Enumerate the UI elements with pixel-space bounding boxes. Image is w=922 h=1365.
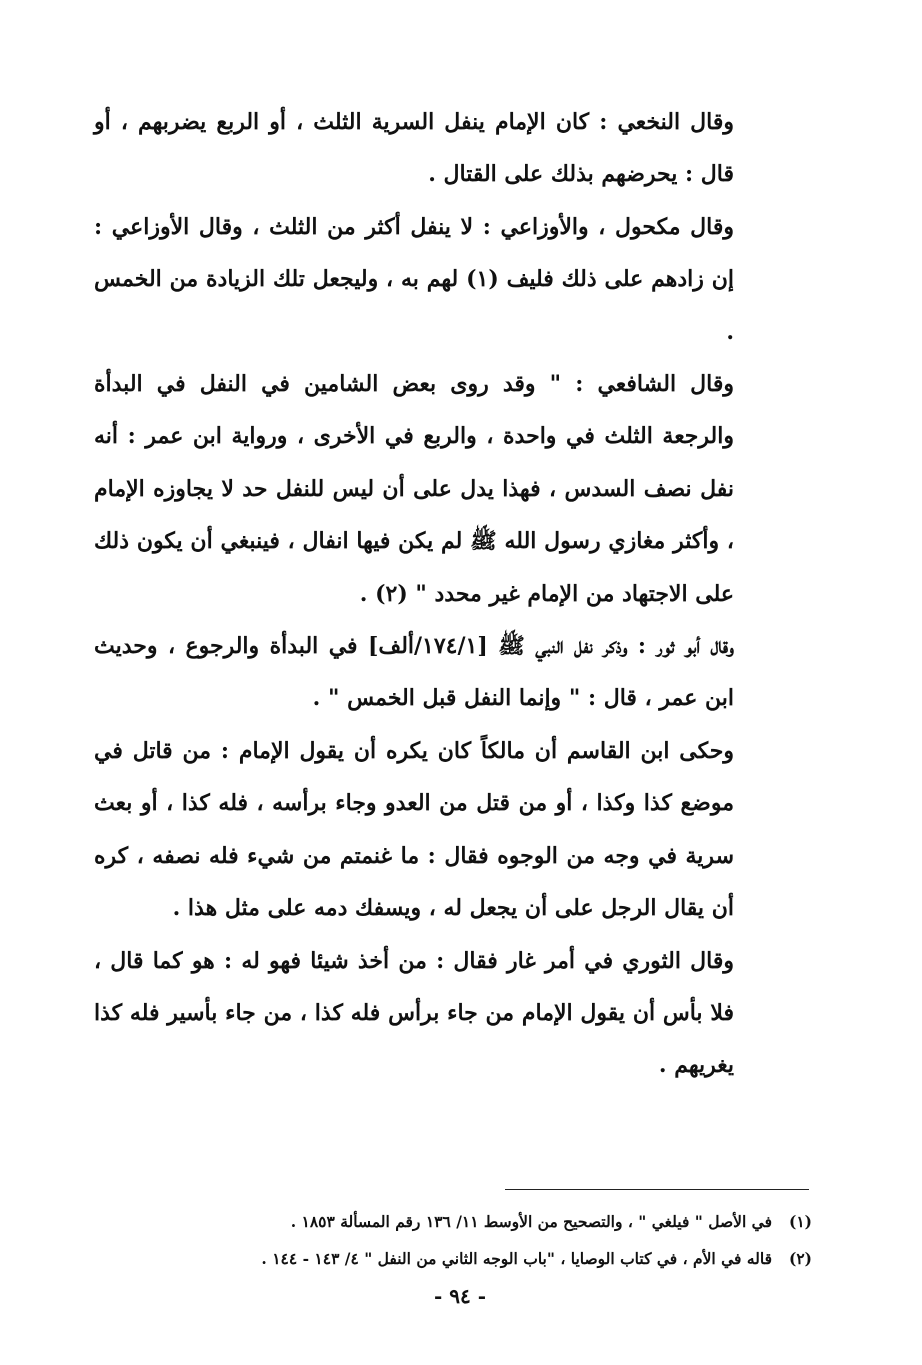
footnote-2 (140, 1240, 812, 1277)
paragraph-thawri: وقال الثوري في أمر غار فقال : من أخذ شيئا فهو له : هو كما قال ، فلا بأس أن يقول الإمام من جاء برأس فله كذا ، من جاء بأسير فله كذا يغريهم . (94, 947, 734, 1079)
footnote-text: قاله في الأم ، في كتاب الوصايا ، "باب الوجه الثاني من النفل " ٤/ ١٤٣ - ١٤٤ . (261, 1249, 772, 1268)
paragraph-nakhai: وقال النخعي : كان الإمام ينفل السرية الثلث ، أو الربع يضربهم ، أو قال : يحرضهم بذلك على القتال . (94, 109, 734, 188)
footnote-text: في الأصل " فيلغي " ، والتصحيح من الأوسط ١١/ ١٣٦ رقم المسألة ١٨٥٣ . (290, 1212, 772, 1231)
paragraph-ibn-al-qasim: وحكى ابن القاسم أن مالكاً كان يكره أن يقول الإمام : من قاتل في موضع كذا وكذا ، أو من قتل من العدو وجاء برأسه ، فله كذا ، أو بعث سرية في وجه من الوجوه فقال : ما غنمتم من شيء فله نصفه ، كره أن يقال الرجل على أن يجعل له ، ويسفك دمه على مثل هذا . (94, 737, 734, 922)
main-text (94, 96, 734, 1092)
paragraph-abu-thawr: وقال أبو ثور : وذكر نفل النبي ﷺ [١٧٤/١/ألف] في البدأة والرجوع ، وحديث ابن عمر ، قال : " وإنما النفل قبل الخمس " . (94, 633, 734, 712)
page-number: - ٩٤ - (433, 1284, 486, 1308)
footnote-1 (140, 1203, 812, 1240)
footnote-divider (505, 1189, 809, 1190)
paragraph-shafii: وقال الشافعي : " وقد روى بعض الشامين في النفل في البدأة والرجعة الثلث في واحدة ، والربع في الأخرى ، ورواية ابن عمر : أنه نفل نصف السدس ، فهذا يدل على أن ليس للنفل حد لا يجاوزه الإمام ، وأكثر مغازي رسول الله ﷺ لم يكن فيها انفال ، فينبغي أن يكون ذلك على الاجتهاد من الإمام غير محدد " (٢) . (94, 371, 734, 607)
paragraph-makhul-awzai: وقال مكحول ، والأوزاعي : لا ينفل أكثر من الثلث ، وقال الأوزاعي : إن زادهم على ذلك فليف (١) لهم به ، وليجعل تلك الزيادة من الخمس . (94, 213, 734, 345)
footnote-number: (٢) (788, 1249, 812, 1268)
footnotes (140, 1203, 812, 1277)
footnote-number: (١) (788, 1212, 812, 1231)
